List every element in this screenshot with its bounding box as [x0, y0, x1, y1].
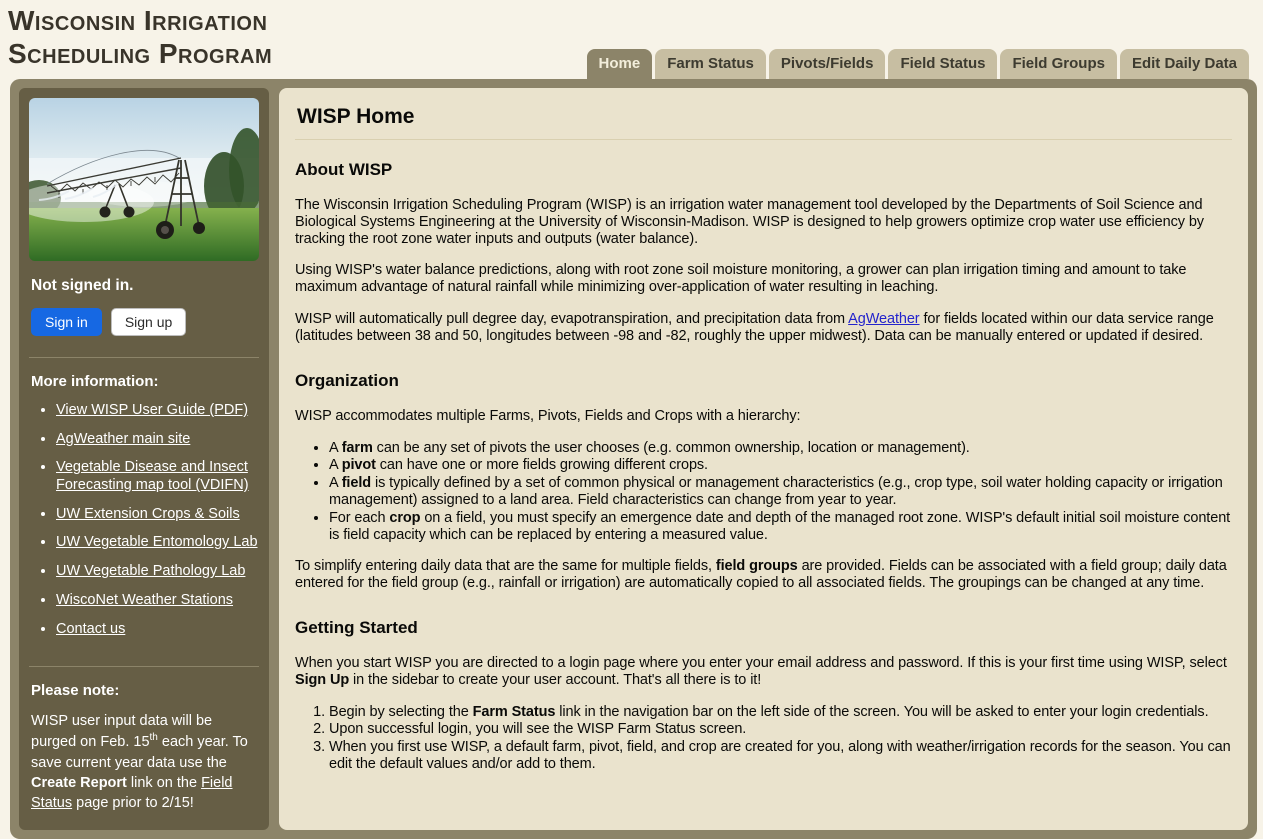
getting-started-step-2: 2. Upon successful login, you will see the WISP Farm Status screen.	[329, 721, 1232, 738]
organization-outro: To simplify entering daily data that are the same for multiple fields, field groups are provided. Fields can be associated with a field group; daily data entered for the field group (e.g., rainfall or irrigation) are automatically copied to all associated fields. The groupings can be changed at any time.	[295, 558, 1227, 592]
about-heading: About WISP	[295, 160, 393, 179]
page-header	[0, 0, 1263, 79]
sidebar-divider	[29, 357, 259, 358]
list-item	[56, 563, 259, 581]
content-shell	[10, 79, 1257, 839]
sidebar-link[interactable]: UW Vegetable Entomology Lab	[56, 534, 258, 551]
organization-bullet-pivot: • A pivot can have one or more fields growing different crops.	[329, 457, 1232, 474]
auth-buttons	[31, 308, 259, 336]
page-title: WISP Home	[297, 105, 415, 128]
more-info-heading: More information:	[31, 373, 159, 390]
organization-bullet-crop: • For each crop on a field, you must specify an emergence date and depth of the managed root zone. WISP's default initial soil moisture content is field capacity which can be replaced by entering a measured value.	[329, 510, 1232, 544]
about-paragraph-2: Using WISP's water balance predictions, along with root zone soil moisture monitoring, a grower can plan irrigation timing and amount to take maximum advantage of natural rainfall while minimizing over-application of water resulting in leaching.	[295, 262, 1187, 296]
inline-link[interactable]: AgWeather	[848, 311, 920, 328]
tab-pivots-fields[interactable]: Pivots/Fields	[769, 49, 886, 79]
more-info-links	[29, 402, 259, 638]
organization-intro: WISP accommodates multiple Farms, Pivots, Fields and Crops with a hierarchy:	[295, 407, 801, 424]
getting-started-heading: Getting Started	[295, 618, 418, 637]
organization-list	[295, 440, 1232, 544]
list-item	[56, 506, 259, 524]
sidebar-link[interactable]: UW Extension Crops & Soils	[56, 505, 240, 522]
sign-up-button[interactable]: Sign up	[111, 308, 186, 336]
sidebar-link[interactable]: WiscoNet Weather Stations	[56, 591, 234, 608]
tab-edit-daily-data[interactable]: Edit Daily Data	[1120, 49, 1249, 79]
main-panel	[279, 88, 1248, 830]
please-note-heading: Please note:	[31, 682, 120, 700]
sidebar-link[interactable]: Contact us	[56, 620, 126, 637]
getting-started-step-3: 3. When you first use WISP, a default farm, pivot, field, and crop are created for you, along with weather/irrigation records for the season. You can edit the default values and/or add to them.	[329, 739, 1232, 773]
sidebar-link[interactable]: Vegetable Disease and Insect Forecasting map tool (VDIFN)	[56, 459, 249, 494]
organization-bullet-farm: • A farm can be any set of pivots the user chooses (e.g. common ownership, location or management).	[329, 440, 1232, 457]
getting-started-step-1: 1. Begin by selecting the Farm Status link in the navigation bar on the left side of the screen. You will be asked to enter your login credentials.	[329, 704, 1232, 721]
organization-heading: Organization	[295, 370, 399, 390]
sidebar	[19, 88, 269, 830]
sidebar-link[interactable]: View WISP User Guide (PDF)	[56, 402, 249, 418]
site-title-line2: Scheduling Program	[8, 38, 273, 70]
sidebar-link[interactable]: UW Vegetable Pathology Lab	[56, 563, 246, 580]
site-title	[8, 4, 272, 70]
getting-started-intro: When you start WISP you are directed to a login page where you enter your email address and password. If this is your first time using WISP, select Sign Up in the sidebar to create your user account. That's all there is to it!	[295, 655, 1227, 688]
list-item	[56, 431, 259, 449]
tab-field-status[interactable]: Field Status	[888, 49, 997, 79]
site-title-line1: Wisconsin Irrigation	[8, 5, 268, 36]
organization-bullet-field: • A field is typically defined by a set of common physical or management characteristics (e.g., crop type, soil water holding capacity or irrigation management) assigned to a land area. Field characteristics can change from year to year.	[329, 475, 1232, 509]
sidebar-divider	[29, 666, 259, 667]
signin-status: Not signed in.	[31, 277, 134, 294]
inline-link[interactable]: Field Status	[31, 774, 233, 812]
list-item	[56, 534, 259, 552]
list-item	[56, 459, 259, 494]
sidebar-link[interactable]: AgWeather main site	[56, 430, 191, 447]
list-item	[56, 621, 259, 639]
about-paragraph-3: WISP will automatically pull degree day, evapotranspiration, and precipitation data from AgWeather for fields located within our data service range (latitudes between 38 and 50, longitudes between -98 and -82, roughly the upper midwest). Data can be manually entered or updated if desired.	[295, 311, 1214, 344]
getting-started-steps	[295, 704, 1232, 773]
title-rule	[295, 139, 1232, 140]
irrigation-photo	[29, 98, 259, 261]
list-item	[56, 402, 259, 420]
purge-note: WISP user input data will be purged on Feb. 15th each year. To save current year data use the Create Report link on the Field Status page prior to 2/15!	[31, 713, 248, 812]
tab-farm-status[interactable]: Farm Status	[655, 49, 766, 79]
list-item	[56, 592, 259, 610]
tab-field-groups[interactable]: Field Groups	[1000, 49, 1117, 79]
main-nav-tabs	[587, 49, 1249, 79]
sign-in-button[interactable]: Sign in	[31, 308, 102, 336]
tab-home[interactable]: Home	[587, 49, 653, 79]
about-paragraph-1: The Wisconsin Irrigation Scheduling Program (WISP) is an irrigation water management tool developed by the Departments of Soil Science and Biological Systems Engineering at the University of Wisconsin-Madison. WISP is designed to help growers optimize crop water use efficiency by tracking the root zone water inputs and outputs (water balance).	[295, 197, 1204, 247]
